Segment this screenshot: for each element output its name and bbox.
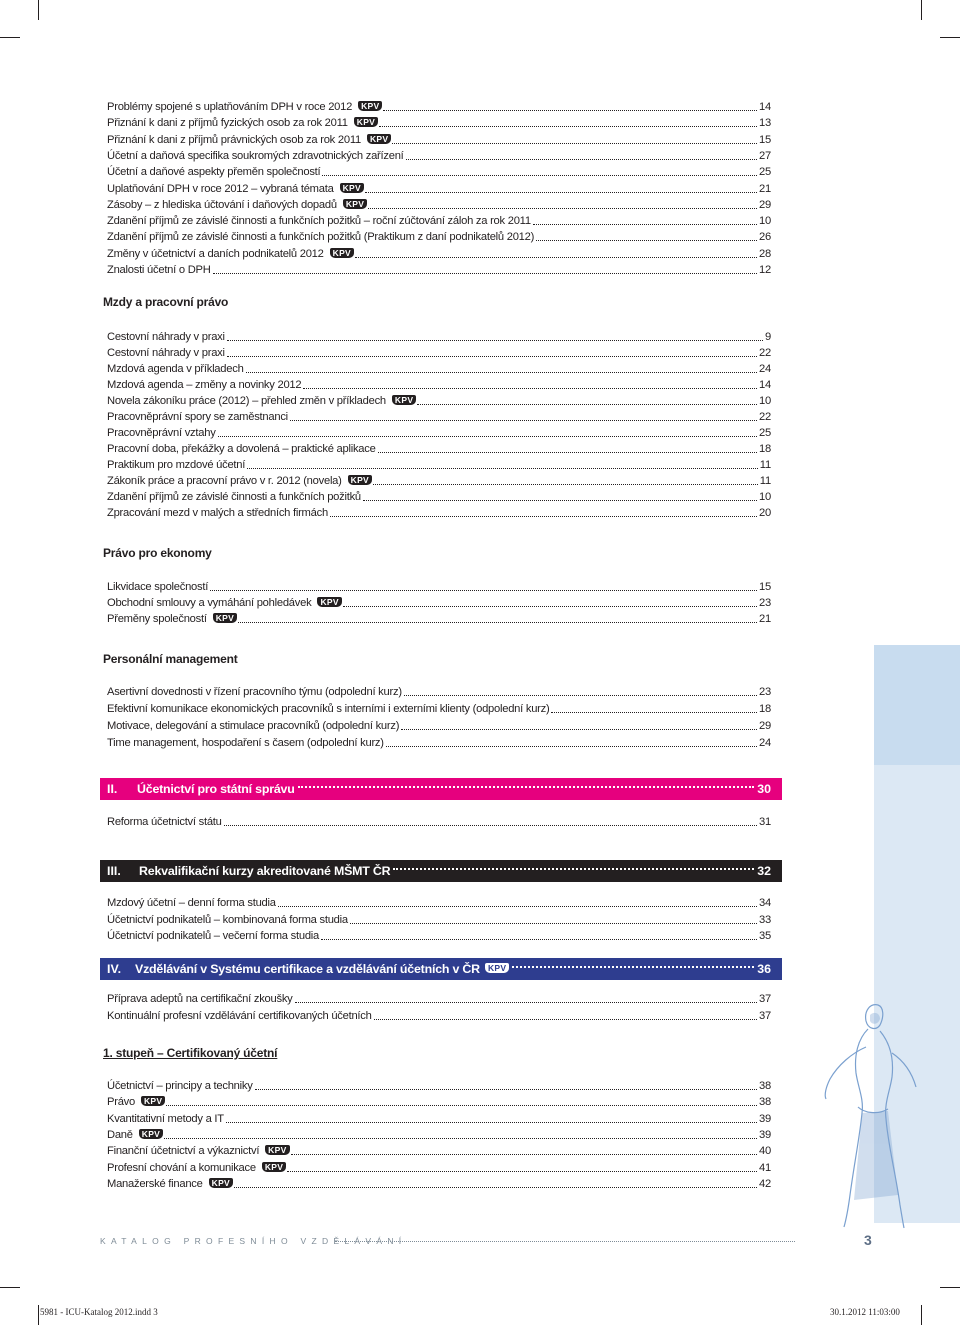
toc-entry-page: 13 [758,117,771,130]
toc-entry-page: 22 [758,411,771,423]
leader-dots [303,388,757,389]
print-slug-date: 30.1.2012 11:03:00 [830,1307,900,1317]
crop-mark [921,0,922,20]
leader-dots [227,356,757,357]
kpv-badge: KPV [485,963,509,973]
toc-entry-page: 25 [758,166,771,179]
leader-dots [401,729,757,730]
leader-dots [379,126,757,127]
toc-entry-page: 39 [758,1128,771,1141]
toc-entry-title: Time management, hospodaření s časem (odpolední kurz) [107,737,384,749]
toc-entry[interactable] [107,344,771,360]
toc-entry-title: Účetnictví podnikatelů – kombinovaná forma studia [107,913,348,926]
section-title: Vzdělávání v Systému certifikace a vzdělávání účetních v ČR [135,962,480,976]
toc-entry[interactable] [107,594,771,610]
crop-mark [921,1305,922,1325]
kpv-badge: KPV [317,597,341,607]
toc-entry-page: 9 [764,331,771,343]
toc-entry-page: 34 [758,897,771,909]
leader-dots [247,468,758,469]
toc-entry[interactable] [107,360,771,376]
toc-entry[interactable] [107,488,771,504]
toc-entry[interactable] [107,424,771,440]
toc-entry-page: 33 [758,913,771,926]
toc-entry-title: Přiznání k dani z příjmů právnických osob za rok 2011 [107,133,361,146]
leader-dots [330,516,757,517]
toc-entry[interactable] [107,328,771,344]
toc-entry-page: 24 [758,737,771,749]
toc-entry-title: Zákoník práce a pracovní právo v r. 2012 (novela) [107,475,342,487]
toc-entry[interactable] [107,717,771,733]
toc-entry-title: Obchodní smlouvy a vymáhání pohledávek [107,597,312,609]
leader-dots [386,746,757,747]
toc-entry-title: Zdanění příjmů ze závislé činnosti a funkčních požitků (Praktikum z daní podnikatelů 2012) [107,231,535,244]
kpv-badge: KPV [367,134,391,144]
leader-dots [343,606,757,607]
toc-entry[interactable] [107,683,771,699]
toc-entry[interactable] [107,894,771,910]
kpv-badge: KPV [354,117,378,127]
toc-entry[interactable] [107,98,771,114]
section-title: Rekvalifikační kurzy akreditované MŠMT ČR [139,864,391,878]
toc-entry[interactable] [107,1007,771,1023]
leader-dots [404,695,757,696]
toc-entry[interactable] [107,261,771,277]
kpv-badge: KPV [265,1145,289,1155]
toc-entry[interactable] [107,196,771,212]
kpv-badge: KPV [340,183,364,193]
toc-entry-page: 39 [758,1112,771,1125]
leader-dots [374,1019,757,1020]
woman-silhouette-illustration [808,995,928,1230]
section-number: II. [107,782,118,796]
toc-entry-title: Příprava adeptů na certifikační zkoušky [107,993,293,1005]
leader-dots [227,340,763,341]
kpv-badge: KPV [392,395,416,405]
toc-entry-title: Cestovní náhrady v praxi [107,347,225,359]
kpv-badge: KPV [213,613,237,623]
toc-entry-page: 38 [758,1096,771,1109]
section-page: 36 [757,962,771,976]
toc-entry[interactable] [107,376,771,392]
toc-entry-title: Pracovní doba, překážky a dovolená – praktické aplikace [107,443,376,455]
leader-dots [255,1089,757,1090]
toc-entry-page: 37 [758,993,771,1005]
leader-dots [393,868,754,870]
toc-entry-title: Mzdová agenda v příkladech [107,363,244,375]
toc-entry-title: Změny v účetnictví a daních podnikatelů 2012 [107,247,324,260]
leader-dots [226,1122,757,1123]
toc-entry-title: Účetní a daňové aspekty přeměn společností [107,166,321,179]
toc-entry[interactable] [107,1142,771,1158]
toc-entry-page: 21 [758,613,771,625]
toc-entry-page: 41 [758,1161,771,1174]
leader-dots [368,208,757,209]
toc-entry-page: 10 [758,491,771,503]
toc-entry-page: 14 [758,101,771,113]
kpv-badge: KPV [262,1162,286,1172]
toc-entry-title: Cestovní náhrady v praxi [107,331,225,343]
crop-mark [0,1287,20,1288]
leader-dots [238,622,757,623]
leader-dots [246,372,757,373]
toc-entry-page: 24 [758,363,771,375]
kpv-badge: KPV [343,199,367,209]
leader-dots [213,273,757,274]
toc-entry-page: 20 [758,507,771,519]
leader-dots [355,257,757,258]
toc-entry[interactable] [107,392,771,408]
toc-entry-page: 38 [758,1080,771,1092]
section-heading-mzdy: Mzdy a pracovní právo [103,295,229,309]
toc-entry[interactable] [107,228,771,244]
toc-entry[interactable] [107,700,771,716]
leader-dots [551,712,756,713]
toc-entry-title: Problémy spojené s uplatňováním DPH v roce 2012 [107,101,353,113]
leader-dots [287,1171,757,1172]
toc-entry-page: 35 [758,930,771,942]
section-heading-stupen: 1. stupeň – Certifikovaný účetní [103,1046,278,1060]
leader-dots [290,420,757,421]
leader-dots [166,1105,757,1106]
toc-entry-page: 42 [758,1177,771,1190]
toc-entry-page: 10 [758,395,771,407]
leader-dots [164,1138,757,1139]
toc-entry-page: 14 [758,379,771,391]
toc-entry[interactable] [107,734,771,750]
toc-entry-title: Kontinuální profesní vzdělávání certifikovaných účetních [107,1009,372,1022]
leader-dots [234,1187,757,1188]
section-page: 32 [757,864,771,878]
toc-entry-page: 15 [758,133,771,146]
toc-entry-page: 40 [758,1145,771,1158]
toc-entry[interactable] [107,504,771,520]
kpv-badge: KPV [330,248,354,258]
toc-entry-page: 31 [758,816,771,828]
crop-mark [940,1287,960,1288]
toc-entry-page: 11 [759,475,771,487]
toc-entry[interactable] [107,927,771,943]
toc-entry-page: 28 [758,247,771,260]
toc-entry-page: 11 [759,459,771,471]
toc-entry[interactable] [107,245,771,261]
toc-entry[interactable] [107,1159,771,1175]
toc-entry-title: Praktikum pro mzdové účetní [107,459,246,471]
toc-entry[interactable] [107,114,771,130]
leader-dots [533,224,757,225]
leader-dots [383,110,756,111]
leader-dots [210,590,757,591]
section-page: 30 [757,782,771,796]
toc-entry-page: 23 [758,686,771,698]
toc-entry-title: Asertivní dovednosti v řízení pracovního týmu (odpolední kurz) [107,686,402,698]
kpv-badge: KPV [358,101,382,111]
section-heading-pravo: Právo pro ekonomy [103,546,212,560]
crop-mark [0,37,20,38]
decorative-blue-panel-top [874,645,960,765]
footer-rule [335,1241,795,1242]
catalog-title: KATALOG PROFESNÍHO VZDĚLÁVÁNÍ [100,1236,407,1246]
toc-entry-title: Znalosti účetní o DPH [107,264,211,276]
toc-entry-page: 18 [758,703,771,715]
toc-entry-title: Manažerské finance [107,1177,203,1190]
section-number: III. [107,864,121,878]
toc-entry-page: 23 [758,597,771,609]
toc-entry-title: Účetní a daňová specifika soukromých zdravotnických zařízení [107,149,404,162]
leader-dots [536,240,757,241]
toc-entry-page: 25 [758,427,771,439]
toc-entry[interactable] [107,180,771,196]
toc-entry-title: Účetnictví – principy a techniky [107,1080,253,1092]
toc-entry-title: Daně [107,1128,133,1141]
toc-entry-title: Právo [107,1096,135,1109]
toc-entry-page: 37 [758,1009,771,1022]
toc-entry-page: 29 [758,720,771,732]
toc-entry-title: Pracovněprávní vztahy [107,427,216,439]
toc-entry-title: Kvantitativní metody a IT [107,1112,224,1125]
toc-entry[interactable] [107,472,771,488]
crop-mark [38,0,39,20]
toc-entry-title: Přiznání k dani z příjmů fyzických osob za rok 2011 [107,117,348,130]
leader-dots [365,192,757,193]
toc-entry-page: 27 [758,149,771,162]
toc-entry-title: Zdanění příjmů ze závislé činnosti a funkčních požitků – roční zúčtování záloh za rok 2011 [107,215,531,228]
toc-entry-page: 22 [758,347,771,359]
toc-entry-title: Motivace, delegování a stimulace pracovníků (odpolední kurz) [107,720,400,732]
toc-entry-title: Zdanění příjmů ze závislé činnosti a funkčních požitků [107,491,361,503]
toc-entry-title: Efektivní komunikace ekonomických pracovníků s interními i externími klienty (odpolední kurz) [107,703,550,715]
leader-dots [406,159,757,160]
leader-dots [417,404,757,405]
leader-dots [363,500,757,501]
leader-dots [295,1002,757,1003]
toc-entry-title: Finanční účetnictví a výkaznictví [107,1145,260,1158]
toc-entry[interactable] [107,1093,771,1109]
toc-entry-title: Mzdový účetní – denní forma studia [107,897,276,909]
toc-entry-title: Pracovněprávní spory se zaměstnanci [107,411,288,423]
toc-entry[interactable] [107,610,771,626]
toc-entry[interactable] [107,813,771,829]
toc-entry-title: Přeměny společností [107,613,207,625]
toc-entry[interactable] [107,408,771,424]
crop-mark [940,37,960,38]
toc-entry[interactable] [107,1077,771,1093]
toc-entry-page: 21 [758,182,771,195]
toc-entry-title: Profesní chování a komunikace [107,1161,256,1174]
toc-entry[interactable] [107,578,771,594]
kpv-badge: KPV [139,1129,163,1139]
leader-dots [291,1154,757,1155]
print-slug-file: 5981 - ICU-Katalog 2012.indd 3 [40,1307,158,1317]
section-bar-ii[interactable] [100,778,782,800]
toc-entry-page: 12 [758,264,771,276]
section-heading-personalni: Personální management [103,652,238,666]
toc-entry[interactable] [107,990,771,1006]
toc-entry-page: 10 [758,215,771,228]
toc-entry[interactable] [107,1110,771,1126]
toc-entry-title: Mzdová agenda – změny a novinky 2012 [107,379,302,391]
toc-entry[interactable] [107,911,771,927]
toc-entry-title: Účetnictví podnikatelů – večerní forma studia [107,930,319,942]
toc-entry[interactable] [107,131,771,147]
toc-entry-title: Reforma účetnictví státu [107,816,222,828]
leader-dots [512,966,754,968]
kpv-badge: KPV [141,1096,165,1106]
section-bar-iv[interactable] [100,958,782,980]
leader-dots [378,452,757,453]
toc-entry[interactable] [107,456,771,472]
toc-entry[interactable] [107,440,771,456]
kpv-badge: KPV [209,1178,233,1188]
toc-entry[interactable] [107,212,771,228]
toc-entry-title: Likvidace společností [107,581,209,593]
toc-entry[interactable] [107,1126,771,1142]
toc-entry-title: Zpracování mezd v malých a středních firmách [107,507,328,519]
section-number: IV. [107,962,122,976]
leader-dots [321,939,757,940]
leader-dots [218,436,757,437]
toc-entry-title: Novela zákoníku práce (2012) – přehled změn v příkladech [107,395,386,407]
leader-dots [392,143,757,144]
section-title: Účetnictví pro státní správu [137,782,295,796]
leader-dots [373,484,758,485]
toc-entry-page: 26 [758,231,771,244]
crop-mark [38,1305,39,1325]
leader-dots [298,786,755,788]
toc-entry[interactable] [107,163,771,179]
page-number: 3 [864,1232,872,1248]
toc-entry-page: 18 [758,443,771,455]
section-bar-iii[interactable] [100,860,782,882]
toc-entry[interactable] [107,1175,771,1191]
toc-entry-title: Zásoby – z hlediska účtování i daňových dopadů [107,198,337,211]
toc-entry-page: 29 [758,198,771,211]
leader-dots [278,906,757,907]
toc-entry[interactable] [107,147,771,163]
leader-dots [224,825,757,826]
toc-entry-title: Uplatňování DPH v roce 2012 – vybraná témata [107,182,334,195]
leader-dots [322,175,757,176]
toc-entry-page: 15 [758,581,771,593]
leader-dots [350,923,757,924]
kpv-badge: KPV [348,475,372,485]
